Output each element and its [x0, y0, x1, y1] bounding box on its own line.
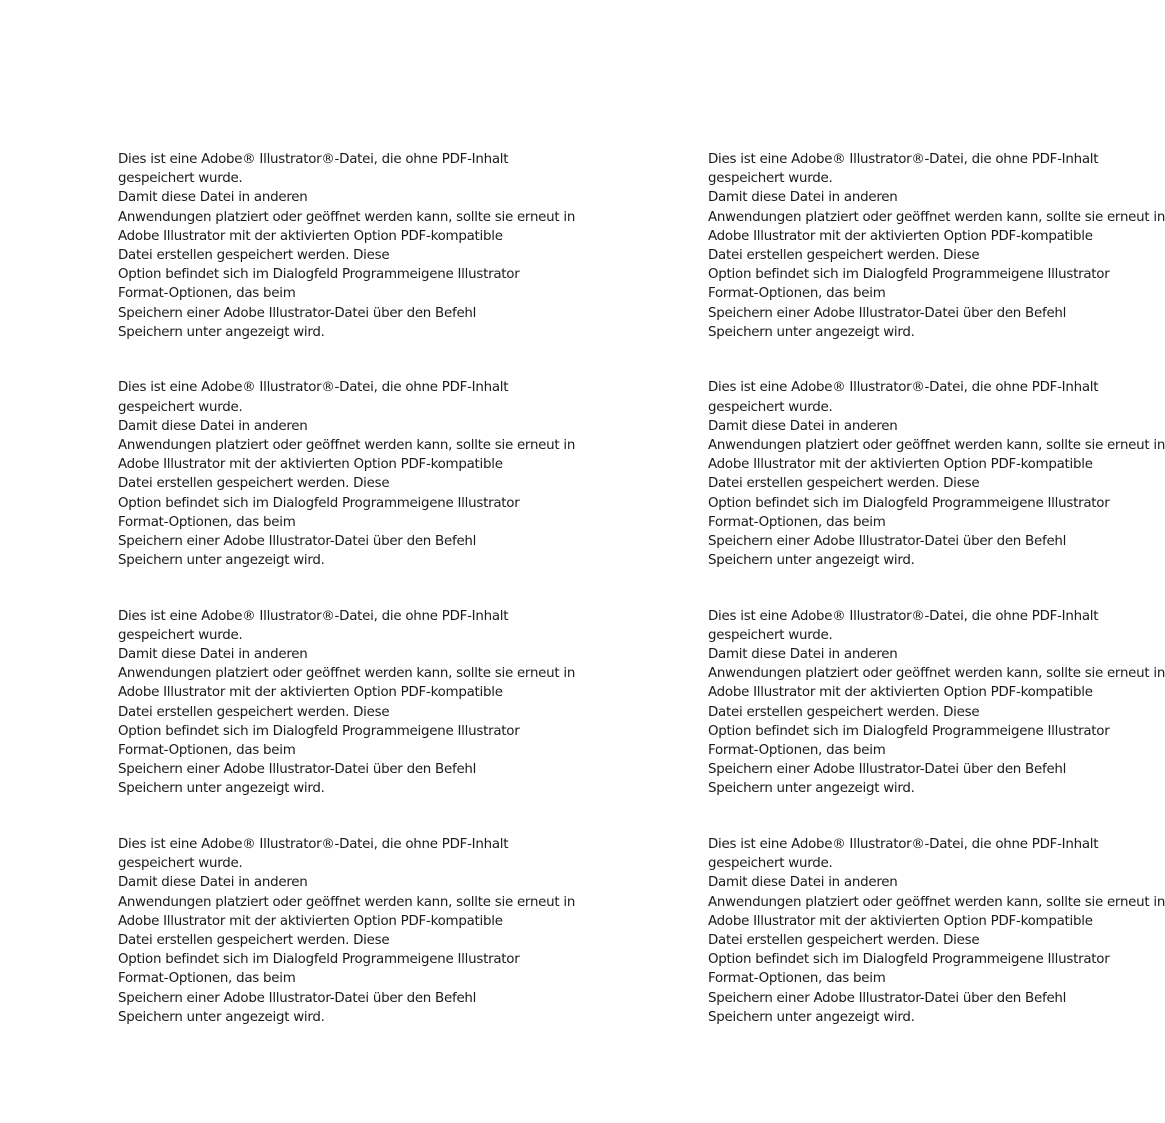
notice-block	[708, 835, 1165, 1063]
notice-line: gespeichert wurde.	[118, 627, 243, 643]
notice-line: Anwendungen platziert oder geöffnet werden kann, sollte sie erneut in	[118, 209, 576, 225]
notice-line: Format-Optionen, das beim	[118, 971, 296, 987]
notice-line: Speichern unter angezeigt wird.	[708, 781, 915, 797]
notice-line: Speichern einer Adobe Illustrator-Datei über den Befehl	[118, 533, 477, 549]
notice-line: Format-Optionen, das beim	[708, 286, 886, 302]
notice-line: Dies ist eine Adobe® Illustrator®-Datei, die ohne PDF-Inhalt	[708, 380, 1099, 396]
notice-block	[118, 607, 575, 835]
notice-line: Damit diese Datei in anderen	[118, 418, 308, 434]
notice-line: Dies ist eine Adobe® Illustrator®-Datei, die ohne PDF-Inhalt	[708, 152, 1099, 167]
notice-line: Format-Optionen, das beim	[708, 743, 886, 759]
notice-line: Adobe Illustrator mit der aktivierten Option PDF-kompatible	[118, 228, 503, 244]
notice-line: Option befindet sich im Dialogfeld Programmeigene Illustrator	[118, 495, 520, 511]
notice-line: Speichern einer Adobe Illustrator-Datei über den Befehl	[708, 305, 1067, 321]
notice-line: Format-Optionen, das beim	[118, 743, 296, 759]
notice-line: Damit diese Datei in anderen	[118, 875, 308, 891]
notice-line: Format-Optionen, das beim	[118, 286, 296, 302]
notice-line: Damit diese Datei in anderen	[118, 190, 308, 206]
notice-block	[708, 378, 1165, 606]
notice-line: Format-Optionen, das beim	[708, 514, 886, 530]
notice-line: Datei erstellen gespeichert werden. Diese	[118, 932, 390, 948]
notice-line: Datei erstellen gespeichert werden. Diese	[708, 476, 980, 492]
notice-line: Anwendungen platziert oder geöffnet werden kann, sollte sie erneut in	[118, 666, 576, 682]
notice-line: Adobe Illustrator mit der aktivierten Option PDF-kompatible	[118, 457, 503, 473]
notice-line: Format-Optionen, das beim	[118, 514, 296, 530]
notice-block	[118, 378, 575, 606]
notice-line: Format-Optionen, das beim	[708, 971, 886, 987]
notice-line: Damit diese Datei in anderen	[118, 647, 308, 662]
notice-line: Adobe Illustrator mit der aktivierten Option PDF-kompatible	[708, 913, 1093, 929]
notice-line: Speichern einer Adobe Illustrator-Datei über den Befehl	[118, 305, 477, 321]
notice-line: Anwendungen platziert oder geöffnet werden kann, sollte sie erneut in	[118, 437, 576, 453]
notice-line: Datei erstellen gespeichert werden. Diese	[118, 248, 390, 264]
notice-block	[708, 607, 1165, 835]
notice-line: Speichern unter angezeigt wird.	[118, 553, 325, 569]
notice-line: Speichern einer Adobe Illustrator-Datei über den Befehl	[708, 990, 1067, 1006]
notice-line: Anwendungen platziert oder geöffnet werden kann, sollte sie erneut in	[708, 437, 1165, 453]
notice-line: Anwendungen platziert oder geöffnet werden kann, sollte sie erneut in	[118, 894, 576, 910]
notice-line: Adobe Illustrator mit der aktivierten Option PDF-kompatible	[708, 685, 1093, 701]
notice-line: Damit diese Datei in anderen	[708, 875, 898, 891]
notice-line: Damit diese Datei in anderen	[708, 418, 898, 434]
notice-line: Option befindet sich im Dialogfeld Programmeigene Illustrator	[118, 267, 520, 283]
notice-line: Speichern unter angezeigt wird.	[118, 1009, 325, 1025]
notice-line: gespeichert wurde.	[708, 399, 833, 415]
notice-line: gespeichert wurde.	[708, 171, 833, 187]
notice-line: Dies ist eine Adobe® Illustrator®-Datei, die ohne PDF-Inhalt	[118, 380, 509, 396]
notice-line: Speichern einer Adobe Illustrator-Datei über den Befehl	[118, 990, 477, 1006]
notice-line: Adobe Illustrator mit der aktivierten Option PDF-kompatible	[118, 913, 503, 929]
notice-line: Anwendungen platziert oder geöffnet werden kann, sollte sie erneut in	[708, 209, 1165, 225]
notice-line: Speichern unter angezeigt wird.	[708, 553, 915, 569]
notice-line: Damit diese Datei in anderen	[708, 647, 898, 662]
notice-line: Adobe Illustrator mit der aktivierten Option PDF-kompatible	[708, 228, 1093, 244]
notice-line: Speichern einer Adobe Illustrator-Datei über den Befehl	[708, 533, 1067, 549]
notice-line: Datei erstellen gespeichert werden. Diese	[708, 704, 980, 720]
notice-line: gespeichert wurde.	[708, 627, 833, 643]
notice-line: Dies ist eine Adobe® Illustrator®-Datei, die ohne PDF-Inhalt	[118, 836, 509, 852]
notice-line: Dies ist eine Adobe® Illustrator®-Datei, die ohne PDF-Inhalt	[118, 152, 509, 167]
notice-line: Datei erstellen gespeichert werden. Diese	[118, 704, 390, 720]
notice-line: Damit diese Datei in anderen	[708, 190, 898, 206]
notice-line: Dies ist eine Adobe® Illustrator®-Datei, die ohne PDF-Inhalt	[708, 608, 1099, 624]
notice-line: Anwendungen platziert oder geöffnet werden kann, sollte sie erneut in	[708, 666, 1165, 682]
notice-line: Option befindet sich im Dialogfeld Programmeigene Illustrator	[118, 723, 520, 739]
notice-block	[118, 150, 575, 378]
notice-line: Adobe Illustrator mit der aktivierten Option PDF-kompatible	[118, 685, 503, 701]
notice-line: Option befindet sich im Dialogfeld Programmeigene Illustrator	[118, 952, 520, 968]
notice-line: Dies ist eine Adobe® Illustrator®-Datei, die ohne PDF-Inhalt	[708, 836, 1099, 852]
notice-line: gespeichert wurde.	[118, 856, 243, 872]
notice-line: Datei erstellen gespeichert werden. Diese	[708, 248, 980, 264]
notice-line: gespeichert wurde.	[118, 399, 243, 415]
notice-line: Option befindet sich im Dialogfeld Programmeigene Illustrator	[708, 267, 1110, 283]
notice-line: gespeichert wurde.	[118, 171, 243, 187]
notice-line: gespeichert wurde.	[708, 856, 833, 872]
notice-line: Adobe Illustrator mit der aktivierten Option PDF-kompatible	[708, 457, 1093, 473]
notice-line: Speichern einer Adobe Illustrator-Datei über den Befehl	[118, 762, 477, 778]
right-text-column-clipped	[708, 150, 1165, 1063]
notice-line: Speichern einer Adobe Illustrator-Datei über den Befehl	[708, 762, 1067, 778]
notice-line: Speichern unter angezeigt wird.	[118, 324, 325, 340]
notice-line: Option befindet sich im Dialogfeld Programmeigene Illustrator	[708, 723, 1110, 739]
notice-block	[118, 835, 575, 1063]
notice-line: Anwendungen platziert oder geöffnet werden kann, sollte sie erneut in	[708, 894, 1165, 910]
notice-line: Speichern unter angezeigt wird.	[708, 324, 915, 340]
left-text-column	[118, 150, 575, 1063]
notice-line: Datei erstellen gespeichert werden. Diese	[708, 932, 980, 948]
notice-line: Option befindet sich im Dialogfeld Programmeigene Illustrator	[708, 495, 1110, 511]
notice-line: Speichern unter angezeigt wird.	[118, 781, 325, 797]
notice-line: Dies ist eine Adobe® Illustrator®-Datei, die ohne PDF-Inhalt	[118, 608, 509, 624]
notice-line: Speichern unter angezeigt wird.	[708, 1009, 915, 1025]
notice-block	[708, 150, 1165, 378]
notice-line: Datei erstellen gespeichert werden. Diese	[118, 476, 390, 492]
notice-line: Option befindet sich im Dialogfeld Programmeigene Illustrator	[708, 952, 1110, 968]
